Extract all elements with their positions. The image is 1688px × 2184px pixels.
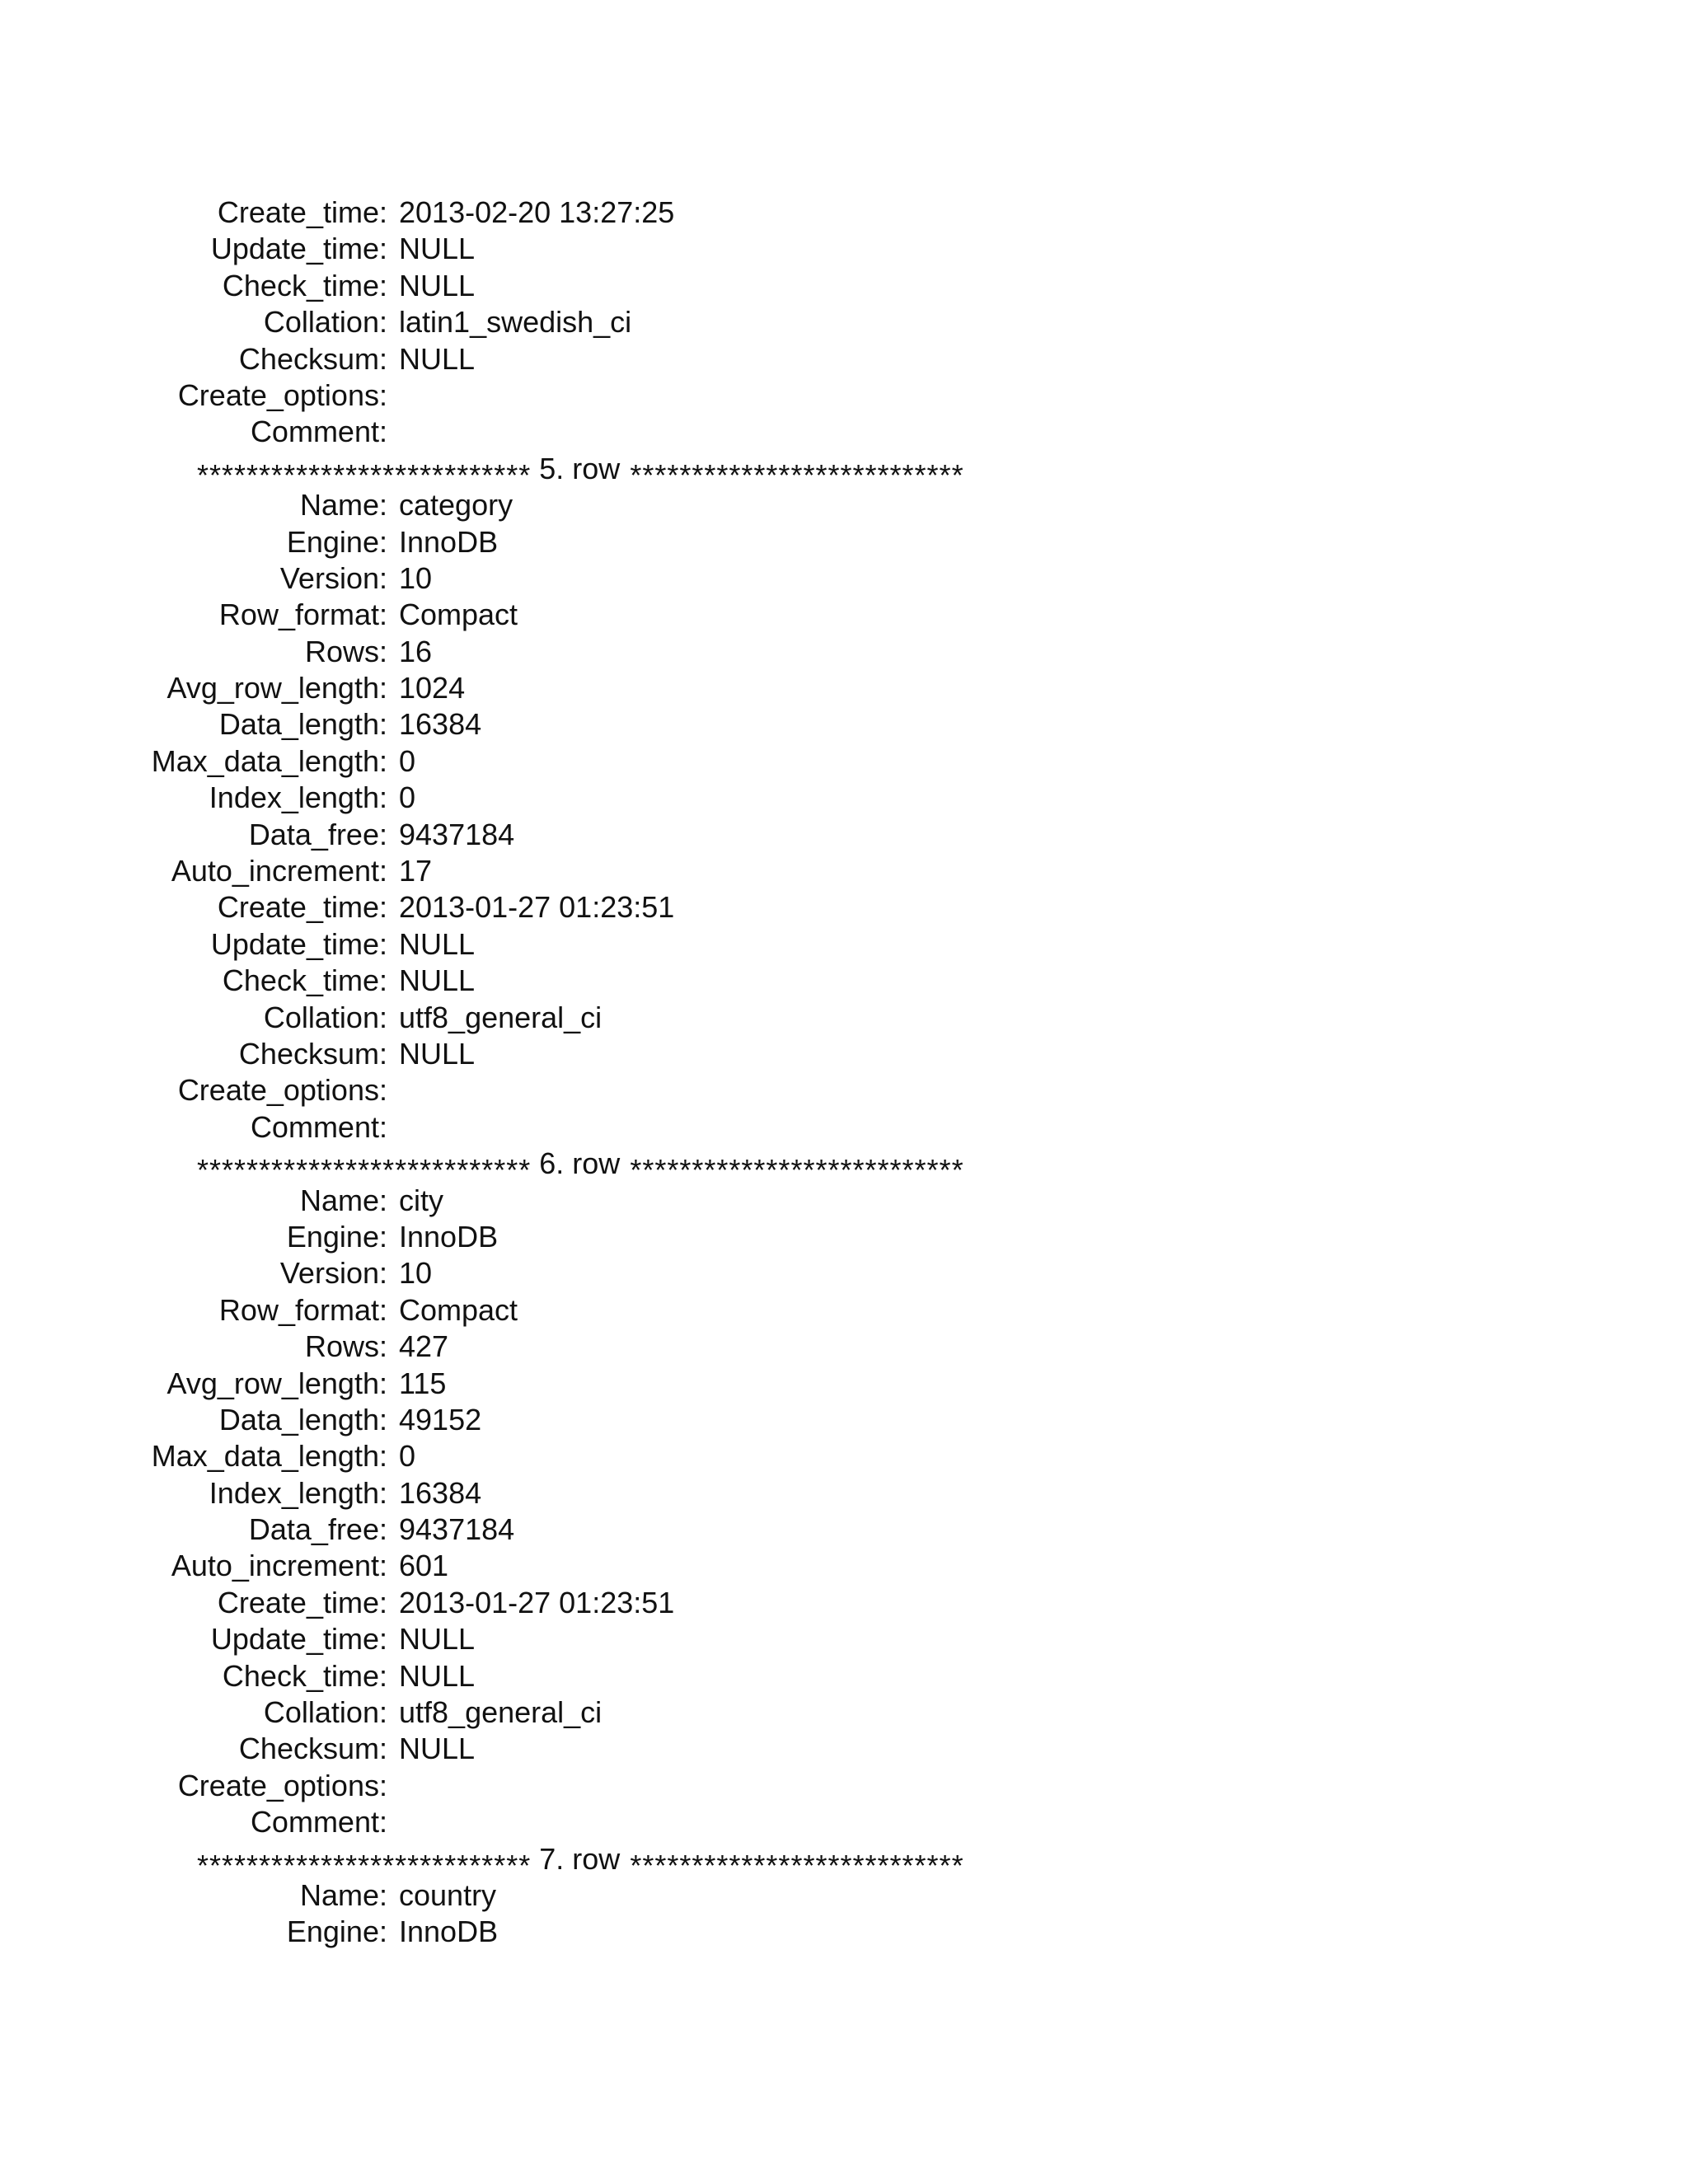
field-line: [0, 1475, 1688, 1511]
field-value: 16384: [399, 1475, 482, 1510]
field-line: [0, 341, 1688, 377]
separator-label: 6. row: [539, 1146, 621, 1181]
field-line: [0, 1768, 1688, 1804]
field-value: 2013-02-20 13:27:25: [399, 195, 675, 229]
field-value: 427: [399, 1329, 449, 1364]
field-line: [0, 1804, 1688, 1840]
field-label: Update_time:: [210, 1622, 387, 1657]
field-line: [0, 1255, 1688, 1291]
field-line: [0, 1438, 1688, 1474]
field-line: [0, 1329, 1688, 1365]
field-line: [0, 1914, 1688, 1950]
field-line: [0, 377, 1688, 414]
field-line: [0, 1585, 1688, 1621]
field-label: Collation:: [263, 1000, 387, 1034]
field-label: Version:: [279, 560, 387, 595]
field-line: [0, 1036, 1688, 1072]
field-label: Check_time:: [222, 963, 387, 998]
field-label: Check_time:: [222, 1658, 387, 1693]
separator-stars-right: ***************************: [630, 457, 964, 492]
field-line: [0, 1511, 1688, 1548]
field-label: Avg_row_length:: [166, 671, 387, 705]
field-line: [0, 597, 1688, 633]
field-line: [0, 889, 1688, 926]
field-line: [0, 963, 1688, 999]
field-label: Auto_increment:: [171, 1549, 387, 1583]
document-body: [0, 194, 1688, 1951]
field-line: [0, 1366, 1688, 1402]
field-value: NULL: [399, 963, 476, 998]
field-label: Max_data_length:: [151, 1439, 387, 1474]
field-value: InnoDB: [399, 524, 499, 559]
field-label: Update_time:: [210, 232, 387, 266]
field-value: NULL: [399, 232, 476, 266]
field-label: Rows:: [304, 1329, 387, 1364]
field-label: Name:: [299, 1877, 387, 1912]
field-label: Comment:: [250, 1109, 387, 1144]
field-line: [0, 780, 1688, 816]
field-value: latin1_swedish_ci: [399, 305, 632, 340]
field-line: [0, 487, 1688, 523]
field-line: [0, 670, 1688, 706]
field-value: NULL: [399, 1658, 476, 1693]
field-line: [0, 194, 1688, 231]
field-label: Checksum:: [238, 1732, 387, 1766]
field-value: 0: [399, 780, 416, 815]
field-label: Data_length:: [218, 707, 387, 742]
separator-stars-left: ***************************: [197, 457, 532, 492]
field-value: NULL: [399, 926, 476, 961]
field-value: 0: [399, 1439, 416, 1474]
field-value: NULL: [399, 1732, 476, 1766]
separator-stars-left: ***************************: [197, 1153, 532, 1188]
field-label: Engine:: [286, 1219, 387, 1254]
field-label: Create_options:: [177, 1768, 387, 1802]
field-label: Create_time:: [217, 1585, 387, 1619]
field-label: Avg_row_length:: [166, 1366, 387, 1400]
field-value: 10: [399, 560, 433, 595]
field-line: [0, 1694, 1688, 1731]
field-label: Data_length:: [218, 1402, 387, 1436]
field-label: Name:: [299, 488, 387, 523]
field-label: Auto_increment:: [171, 854, 387, 888]
field-value: Compact: [399, 598, 518, 632]
field-value: 601: [399, 1549, 449, 1583]
field-line: [0, 1219, 1688, 1255]
field-label: Create_options:: [177, 377, 387, 412]
field-line: [0, 817, 1688, 853]
field-value: 16: [399, 634, 433, 668]
field-value: Compact: [399, 1292, 518, 1327]
field-line: [0, 304, 1688, 340]
field-label: Comment:: [250, 415, 387, 449]
field-value: NULL: [399, 341, 476, 376]
field-value: NULL: [399, 1036, 476, 1071]
field-value: category: [399, 488, 513, 523]
field-line: [0, 1402, 1688, 1438]
row-separator: [0, 451, 1688, 492]
field-label: Row_format:: [218, 1292, 387, 1327]
field-line: [0, 1621, 1688, 1657]
field-label: Data_free:: [248, 817, 387, 851]
field-value: 49152: [399, 1402, 482, 1436]
field-value: InnoDB: [399, 1219, 499, 1254]
field-label: Checksum:: [238, 1036, 387, 1071]
field-label: Checksum:: [238, 341, 387, 376]
field-label: Name:: [299, 1183, 387, 1217]
separator-stars-right: ***************************: [630, 1153, 964, 1188]
field-label: Row_format:: [218, 598, 387, 632]
field-value: NULL: [399, 268, 476, 302]
field-line: [0, 1877, 1688, 1914]
field-line: [0, 524, 1688, 560]
field-value: 9437184: [399, 1512, 515, 1547]
field-label: Max_data_length:: [151, 743, 387, 778]
field-value: 16384: [399, 707, 482, 742]
field-label: Version:: [279, 1256, 387, 1291]
field-label: Comment:: [250, 1805, 387, 1840]
row-separator: [0, 1841, 1688, 1882]
field-label: Collation:: [263, 305, 387, 340]
field-line: [0, 926, 1688, 963]
field-label: Index_length:: [209, 1475, 387, 1510]
separator-stars-left: ***************************: [197, 1848, 532, 1882]
field-line: [0, 706, 1688, 743]
field-value: utf8_general_ci: [399, 1000, 603, 1034]
field-line: [0, 414, 1688, 450]
field-line: [0, 743, 1688, 780]
field-line: [0, 1731, 1688, 1767]
field-line: [0, 1658, 1688, 1694]
field-value: 2013-01-27 01:23:51: [399, 890, 675, 925]
field-value: 9437184: [399, 817, 515, 851]
field-line: [0, 1072, 1688, 1108]
separator-label: 5. row: [539, 451, 621, 485]
field-value: 1024: [399, 671, 466, 705]
separator-label: 7. row: [539, 1841, 621, 1876]
field-line: [0, 1183, 1688, 1219]
field-value: city: [399, 1183, 443, 1217]
field-line: [0, 853, 1688, 889]
field-label: Index_length:: [209, 780, 387, 815]
field-line: [0, 1109, 1688, 1146]
field-line: [0, 560, 1688, 597]
field-value: 17: [399, 854, 433, 888]
field-value: 115: [399, 1366, 447, 1400]
field-value: NULL: [399, 1622, 476, 1657]
row-separator: [0, 1146, 1688, 1188]
field-value: 0: [399, 743, 416, 778]
field-value: 10: [399, 1256, 433, 1291]
field-line: [0, 268, 1688, 304]
field-value: InnoDB: [399, 1915, 499, 1949]
separator-stars-right: ***************************: [630, 1848, 964, 1882]
field-label: Engine:: [286, 1915, 387, 1949]
field-label: Create_options:: [177, 1073, 387, 1108]
field-label: Create_time:: [217, 890, 387, 925]
field-label: Engine:: [286, 524, 387, 559]
field-label: Collation:: [263, 1695, 387, 1730]
field-label: Data_free:: [248, 1512, 387, 1547]
field-line: [0, 231, 1688, 267]
field-line: [0, 1548, 1688, 1584]
field-label: Update_time:: [210, 926, 387, 961]
field-line: [0, 634, 1688, 670]
field-label: Create_time:: [217, 195, 387, 229]
field-value: country: [399, 1877, 497, 1912]
field-line: [0, 1292, 1688, 1329]
field-line: [0, 1000, 1688, 1036]
field-label: Check_time:: [222, 268, 387, 302]
field-value: 2013-01-27 01:23:51: [399, 1585, 675, 1619]
field-value: utf8_general_ci: [399, 1695, 603, 1730]
field-label: Rows:: [304, 634, 387, 668]
